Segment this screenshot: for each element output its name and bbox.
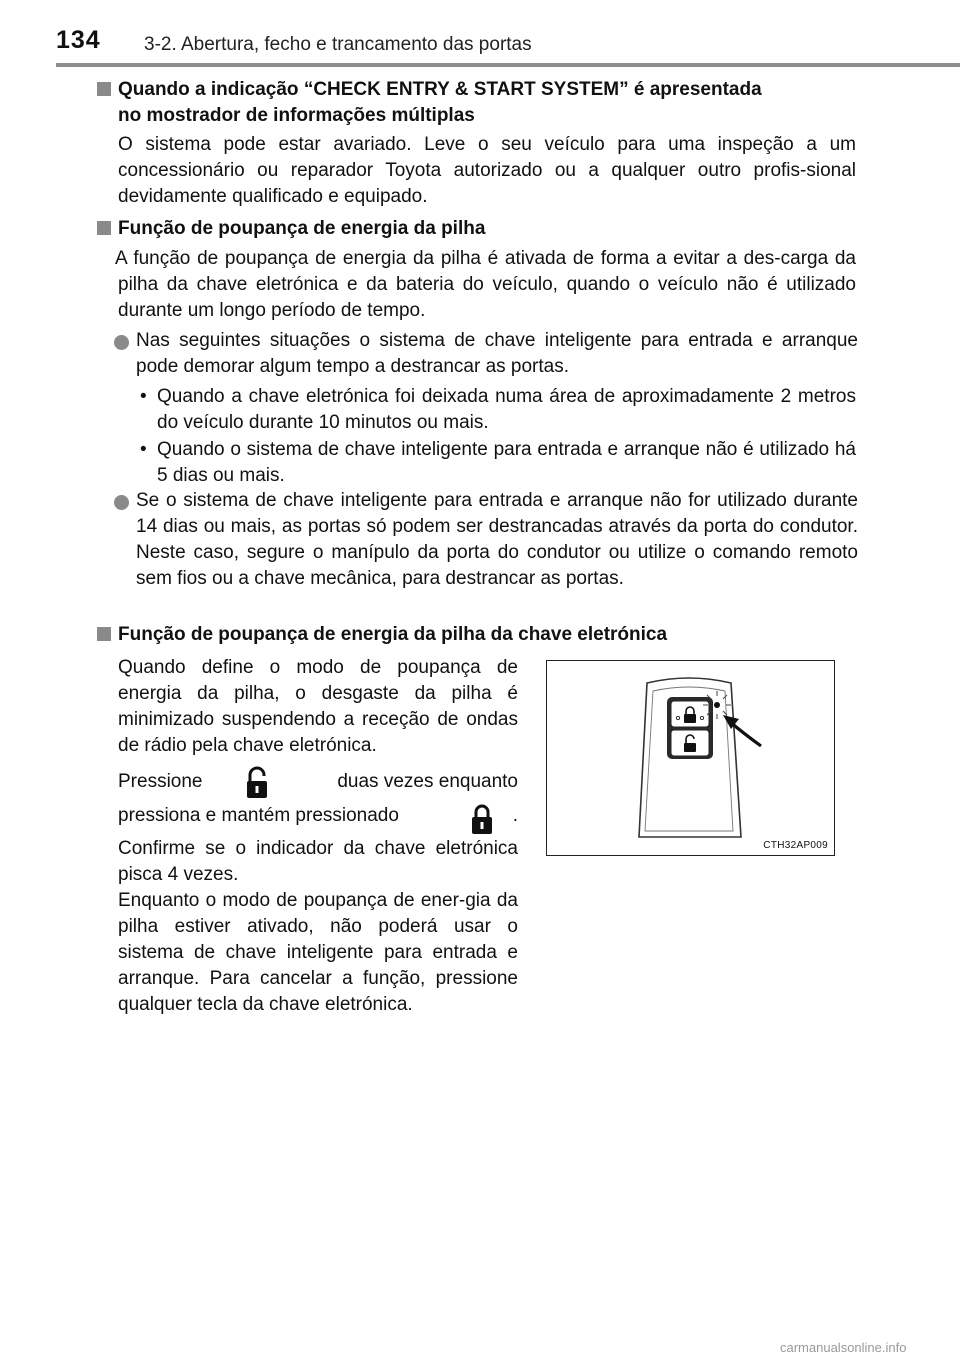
section-title-check-entry-line2: no mostrador de informações múltiplas xyxy=(118,105,475,126)
battery-saving-sub-2: Quando o sistema de chave inteligente para entrada e arranque não é utilizado há 5 dias ou mais. xyxy=(157,439,856,486)
header-rule xyxy=(56,63,960,67)
battery-saving-body: A função de poupança de energia da pilha é ativada de forma a evitar a des-carga da pilha da chave eletrónica e da bateria do veículo, quando o veículo não é utilizado durante um longo período de tempo. xyxy=(115,248,856,321)
unlock-icon xyxy=(244,766,270,800)
press-line: Pressione duas vezes enquanto xyxy=(118,771,518,792)
confirm-text: Confirme se o indicador da chave eletrónica pisca 4 vezes. xyxy=(118,838,518,885)
hold-line: pressiona e mantém pressionado . xyxy=(118,805,518,826)
square-bullet-icon xyxy=(97,82,111,96)
square-bullet-icon xyxy=(97,221,111,235)
figure-code: CTH32AP009 xyxy=(763,840,828,851)
while-active-text: Enquanto o modo de poupança de ener-gia da pilha estiver ativado, não poderá usar o sistema de chave inteligente para entrada e arranque. Para cancelar a função, pressione qualquer tecla da chave eletrónica. xyxy=(118,890,518,1015)
dot-bullet-icon: • xyxy=(140,386,147,407)
lock-icon xyxy=(469,802,495,836)
battery-saving-bullet-2: Se o sistema de chave inteligente para entrada e arranque não for utilizado durante 14 dias ou mais, as portas só podem ser destrancadas através da porta do condutor. Neste caso, segure o manípulo da porta do condutor ou utilize o comando remoto sem fios ou a chave mecânica, para destrancar as portas. xyxy=(136,490,858,589)
section-title-key-battery: Função de poupança de energia da pilha da chave eletrónica xyxy=(97,622,867,648)
footer-watermark: carmanualsonline.info xyxy=(780,1340,907,1355)
section-title-check-entry: Quando a indicação “CHECK ENTRY & START SYSTEM” é apresentada xyxy=(97,77,867,103)
page-header xyxy=(0,0,960,72)
page-number: 134 xyxy=(56,26,101,54)
key-fob-illustration xyxy=(547,661,834,855)
circle-bullet-icon xyxy=(114,495,129,510)
check-entry-body: O sistema pode estar avariado. Leve o seu veículo para uma inspeção a um concessionário ou reparador Toyota autorizado ou a qualquer outro profis-sional devidamente qualificado e equipado. xyxy=(118,134,856,207)
square-bullet-icon xyxy=(97,627,111,641)
battery-saving-sub-1: Quando a chave eletrónica foi deixada numa área de aproximadamente 2 metros do veículo durante 10 minutos ou mais. xyxy=(157,386,856,433)
section-title-battery-saving: Função de poupança de energia da pilha xyxy=(97,216,867,242)
dot-bullet-icon: • xyxy=(140,439,147,460)
battery-saving-bullet-1: Nas seguintes situações o sistema de chave inteligente para entrada e arranque pode demorar algum tempo a destrancar as portas. xyxy=(136,330,858,377)
key-battery-intro: Quando define o modo de poupança de energia da pilha, o desgaste da pilha é minimizado suspendendo a receção de ondas de rádio pela chave eletrónica. xyxy=(118,657,518,756)
chapter-title: 3-2. Abertura, fecho e trancamento das portas xyxy=(144,34,532,55)
key-fob-figure xyxy=(546,660,835,856)
circle-bullet-icon xyxy=(114,335,129,350)
